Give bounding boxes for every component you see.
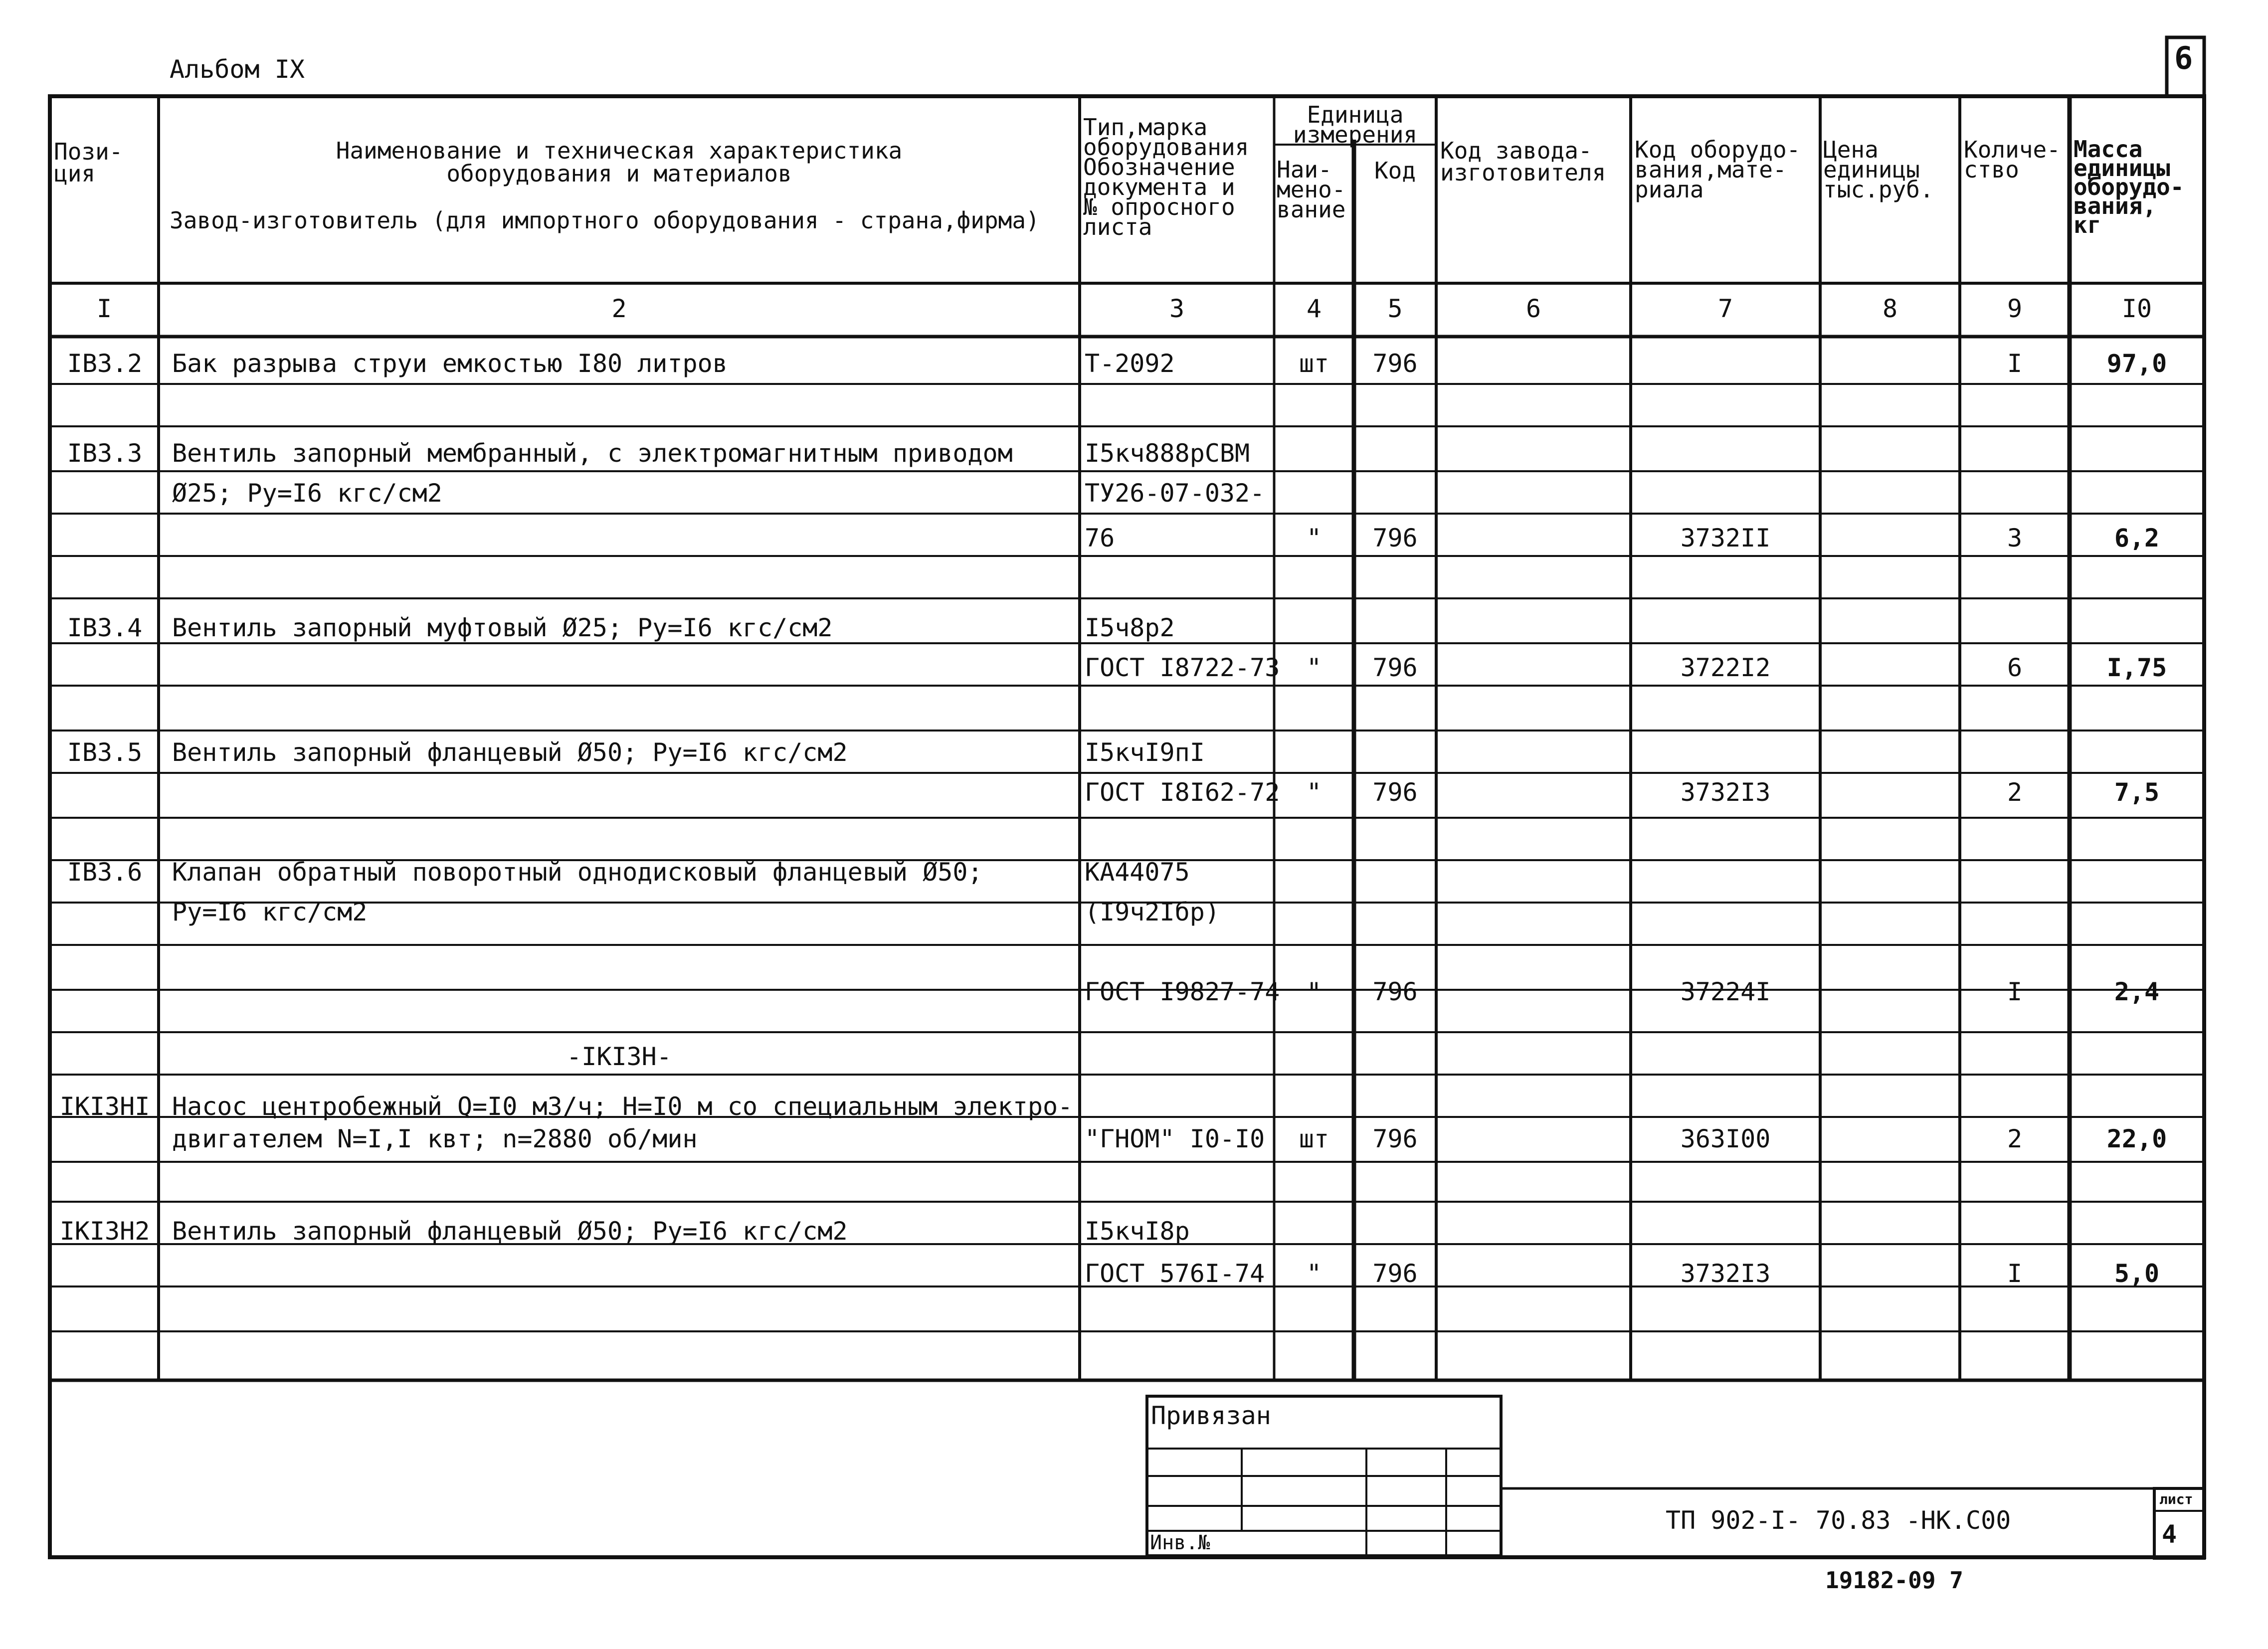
cell-type: (I9ч2Iбр) [1085, 898, 1220, 926]
cell-name: Ру=I6 кгс/см2 [172, 898, 368, 926]
cell-qty: 3 [2007, 524, 2023, 552]
cell-mat: 37224I [1680, 977, 1771, 1006]
cell-code: 796 [1372, 778, 1418, 807]
cell-mass: 97,0 [2106, 349, 2167, 378]
cell-qty: 6 [2007, 653, 2023, 682]
cell-unit: шт [1299, 349, 1329, 378]
cell-mat: 363I00 [1680, 1124, 1771, 1153]
cell-name: Бак разрыва струи емкостью I80 литров [172, 349, 728, 378]
cell-unit: " [1306, 977, 1322, 1006]
cell-mat: 3732I3 [1680, 1259, 1771, 1288]
cell-mass: 7,5 [2114, 778, 2160, 807]
column-number: 8 [1882, 294, 1898, 323]
cell-qty: I [2007, 1259, 2023, 1288]
cell-code: 796 [1372, 1259, 1418, 1288]
cell-type: I5кчI8р [1085, 1217, 1190, 1246]
cell-code: 796 [1372, 349, 1418, 378]
cell-mass: 2,4 [2114, 977, 2160, 1006]
cell-code: 796 [1372, 524, 1418, 552]
cell-type: КА44075 [1085, 858, 1190, 887]
cell-pos: IКI3Н2 [59, 1217, 150, 1246]
cell-name: Вентиль запорный мембранный, с электромагнитным приводом [172, 439, 1013, 468]
header-material-code: Код оборудо- вания,мате- риала [1635, 136, 1801, 203]
cell-name: -IКI3Н- [567, 1042, 672, 1071]
column-number: I [96, 294, 112, 323]
header-price: Цена единицы тыс.руб. [1823, 136, 1934, 203]
cell-unit: шт [1299, 1124, 1329, 1153]
cell-type: 76 [1085, 524, 1115, 552]
cell-name: Насос центробежный Q=I0 м3/ч; Н=I0 м со специальным электро- [172, 1092, 1073, 1121]
column-number: 5 [1387, 294, 1403, 323]
cell-mat: 3732I3 [1680, 778, 1771, 807]
cell-mass: 6,2 [2114, 524, 2160, 552]
cell-type: I5ч8р2 [1085, 613, 1175, 642]
header-manufacturer: Завод-изготовитель (для импортного оборудования - страна,фирма) [170, 207, 1040, 234]
cell-pos: IВ3.5 [67, 738, 143, 767]
cell-pos: IВ3.3 [67, 439, 143, 468]
stamp-privyazan: Привязан [1151, 1401, 1271, 1430]
cell-pos: IВ3.6 [67, 858, 143, 887]
cell-pos: IВ3.4 [67, 613, 143, 642]
header-unit-code: Код [1374, 157, 1416, 184]
cell-mat: 3722I2 [1680, 653, 1771, 682]
cell-qty: I [2007, 977, 2023, 1006]
cell-qty: I [2007, 349, 2023, 378]
sheet-corner-number: 6 [2174, 40, 2193, 76]
cell-type: ГОСТ I8722-73 [1085, 653, 1280, 682]
header-unit-name: Наи- мено- вание [1277, 156, 1346, 223]
cell-name: Вентиль запорный муфтовый Ø25; Ру=I6 кгс/см2 [172, 613, 833, 642]
column-number: 4 [1306, 294, 1322, 323]
cell-mass: I,75 [2106, 653, 2167, 682]
cell-type: ГОСТ I9827-74 [1085, 977, 1280, 1006]
column-number: 3 [1169, 294, 1185, 323]
cell-type: ГОСТ I8I62-72 [1085, 778, 1280, 807]
header-mass: Масса единицы оборудо- вания, кг [2074, 136, 2184, 238]
header-quantity: Количе- ство [1964, 136, 2061, 183]
cell-qty: 2 [2007, 1124, 2023, 1153]
cell-type: I5кч888рСВМ [1085, 439, 1250, 468]
cell-mat: 3732II [1680, 524, 1771, 552]
column-number: 9 [2007, 294, 2023, 323]
cell-type: Т-2092 [1085, 349, 1175, 378]
album-label: Альбом IX [170, 55, 305, 84]
cell-type: "ГНОМ" I0-I0 [1085, 1124, 1265, 1153]
footer-number: 19182-09 7 [1825, 1567, 1963, 1594]
cell-code: 796 [1372, 977, 1418, 1006]
cell-qty: 2 [2007, 778, 2023, 807]
header-name-line2: оборудования и материалов [446, 160, 792, 187]
cell-mass: 22,0 [2106, 1124, 2167, 1153]
cell-mass: 5,0 [2114, 1259, 2160, 1288]
stamp-document-code: ТП 902-I- 70.83 -НК.С00 [1666, 1506, 2011, 1535]
cell-unit: " [1306, 1259, 1322, 1288]
column-number: 2 [611, 294, 627, 323]
header-type: Тип,марка оборудования Обозначение документа и № опросного листа [1083, 114, 1249, 240]
column-number: 7 [1717, 294, 1733, 323]
cell-type: ГОСТ 576I-74 [1085, 1259, 1265, 1288]
cell-unit: " [1306, 524, 1322, 552]
header-unit-group: Единица измерения [1293, 101, 1418, 148]
header-name-line1: Наименование и техническая характеристика [336, 137, 903, 164]
stamp-inv: Инв.№ [1150, 1531, 1210, 1554]
cell-name: Вентиль запорный фланцевый Ø50; Ру=I6 кгс/см2 [172, 1217, 848, 1246]
cell-name: Клапан обратный поворотный однодисковый фланцевый Ø50; [172, 858, 983, 887]
stamp-list-label: лист [2159, 1491, 2193, 1507]
header-position: Пози- ция [54, 138, 123, 187]
cell-code: 796 [1372, 1124, 1418, 1153]
cell-code: 796 [1372, 653, 1418, 682]
cell-unit: " [1306, 653, 1322, 682]
header-factory-code: Код завода- изготовителя [1440, 137, 1606, 186]
stamp-list-number: 4 [2162, 1520, 2177, 1549]
cell-name: Вентиль запорный фланцевый Ø50; Ру=I6 кгс/см2 [172, 738, 848, 767]
column-number: 6 [1525, 294, 1541, 323]
column-number: I0 [2121, 294, 2152, 323]
cell-unit: " [1306, 778, 1322, 807]
cell-pos: IВ3.2 [67, 349, 143, 378]
cell-type: ТУ26-07-032- [1085, 479, 1265, 508]
cell-pos: IКI3НI [59, 1092, 150, 1121]
cell-name: Ø25; Ру=I6 кгс/см2 [172, 479, 442, 508]
cell-type: I5кчI9пI [1085, 738, 1205, 767]
cell-name: двигателем N=I,I квт; n=2880 об/мин [172, 1124, 698, 1153]
